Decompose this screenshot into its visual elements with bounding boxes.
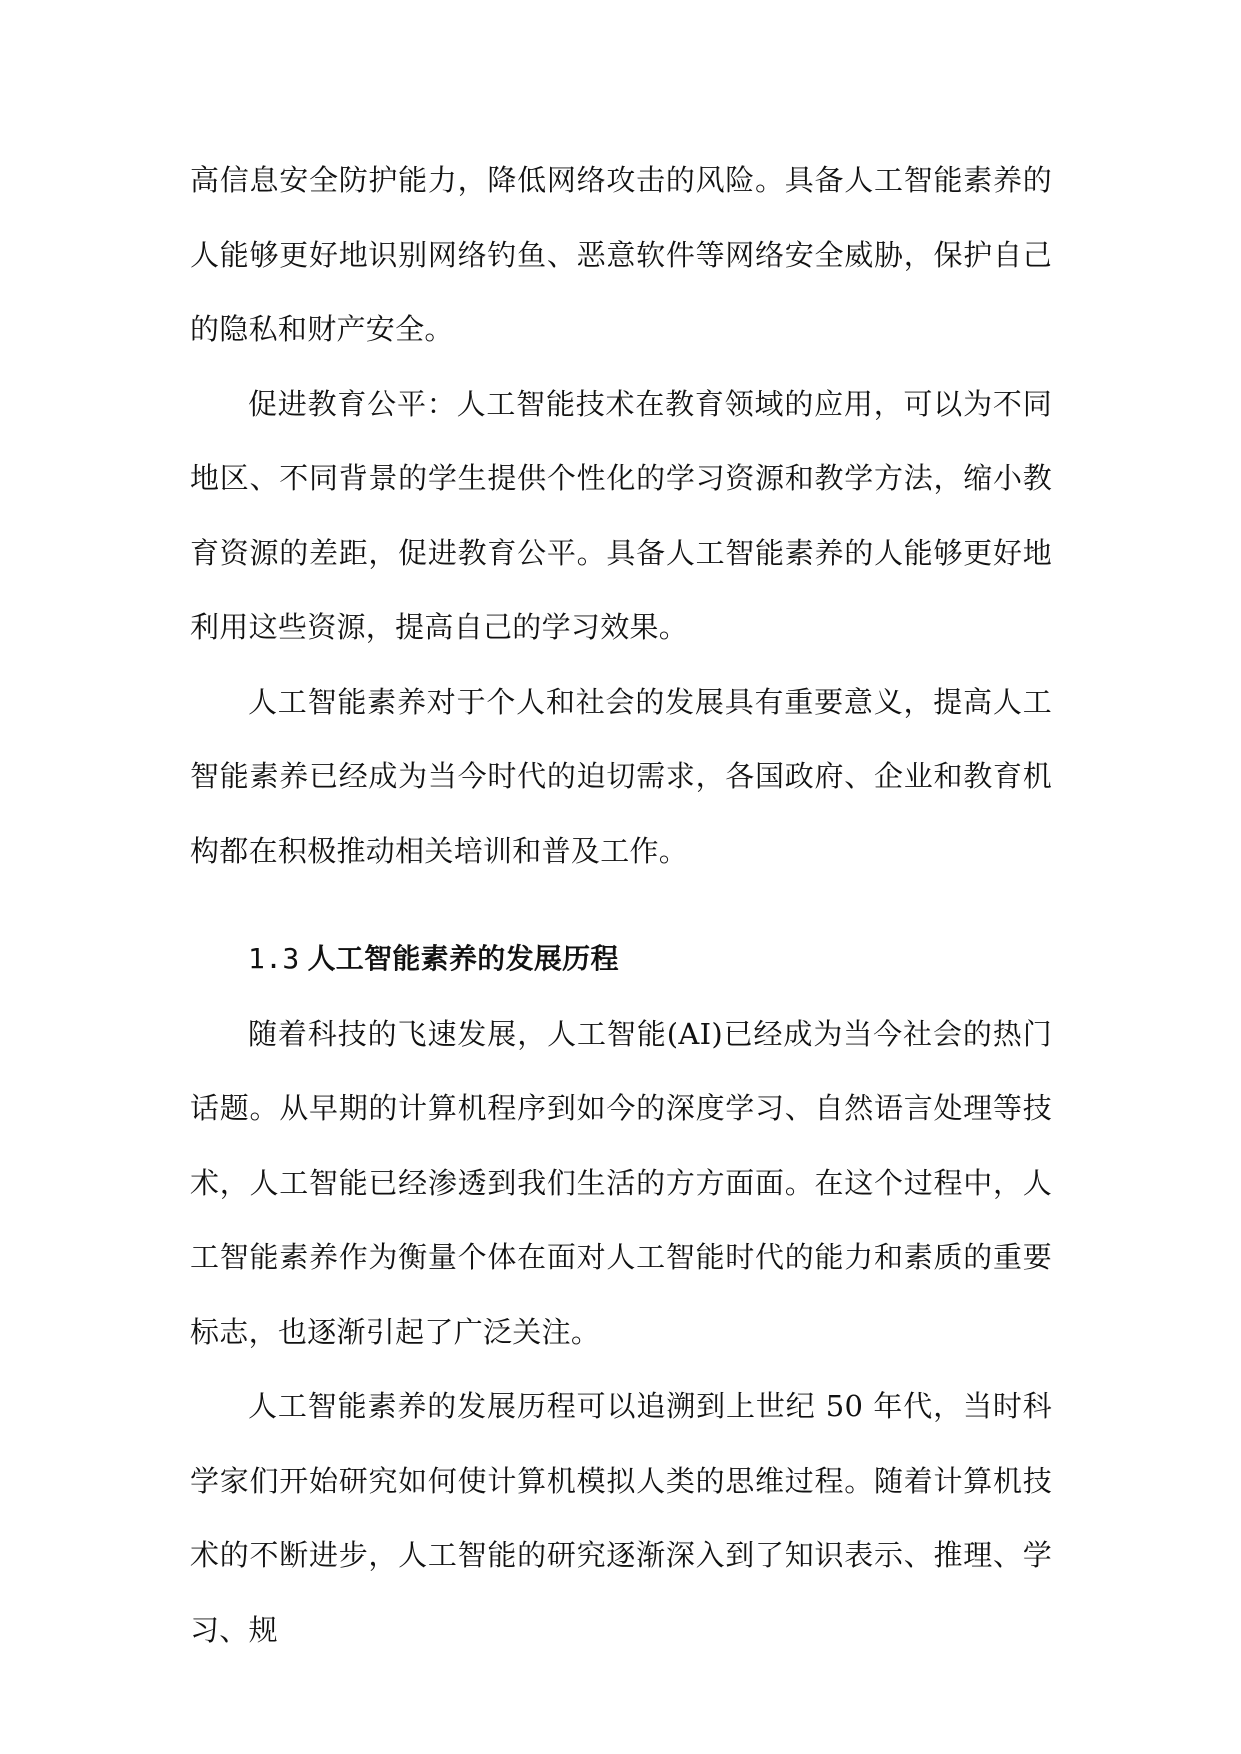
section-number: 1.3: [248, 942, 300, 975]
document-body: [190, 143, 1052, 1667]
paragraph-continuation-security: 高信息安全防护能力，降低网络攻击的风险。具备人工智能素养的人能够更好地识别网络钓鱼、恶意软件等网络安全威胁，保护自己的隐私和财产安全。: [190, 163, 1052, 346]
paragraph-ai-development-intro: 随着科技的飞速发展，人工智能(AI)已经成为当今社会的热门话题。从早期的计算机程序到如今的深度学习、自然语言处理等技术，人工智能已经渗透到我们生活的方方面面。在这个过程中，人工智能素养作为衡量个体在面对人工智能时代的能力和素质的重要标志，也逐渐引起了广泛关注。: [190, 1016, 1052, 1349]
paragraph-ai-literacy-history: 人工智能素养的发展历程可以追溯到上世纪 50 年代，当时科学家们开始研究如何使计算机模拟人类的思维过程。随着计算机技术的不断进步，人工智能的研究逐渐深入到了知识表示、推理、学习、规: [190, 1389, 1052, 1647]
section-heading: [190, 922, 1052, 997]
paragraph-ai-literacy-significance: 人工智能素养对于个人和社会的发展具有重要意义，提高人工智能素养已经成为当今时代的迫切需求，各国政府、企业和教育机构都在积极推动相关培训和普及工作。: [190, 684, 1052, 868]
section-title: 人工智能素养的发展历程: [307, 942, 619, 975]
paragraph-education-equity: 促进教育公平：人工智能技术在教育领域的应用，可以为不同地区、不同背景的学生提供个性化的学习资源和教学方法，缩小教育资源的差距，促进教育公平。具备人工智能素养的人能够更好地利用这些资源，提高自己的学习效果。: [190, 386, 1052, 644]
